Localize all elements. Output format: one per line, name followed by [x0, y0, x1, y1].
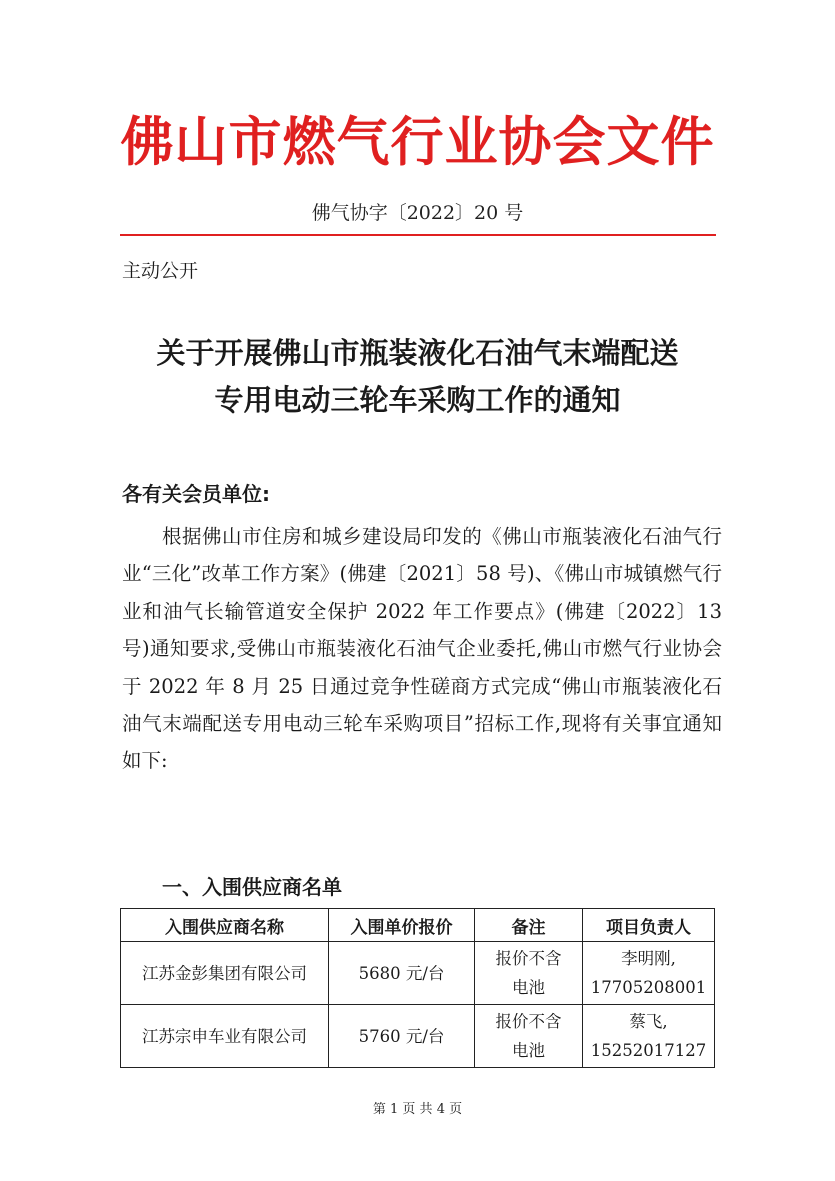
contact-phone: 17705208001	[590, 978, 707, 997]
table-header-row	[121, 909, 715, 942]
cell-price: 5760 元/台	[329, 1005, 475, 1068]
cell-price: 5680 元/台	[329, 942, 475, 1005]
section-heading-shortlisted-suppliers: 一、入围供应商名单	[162, 875, 342, 899]
contact-name: 李明刚,	[621, 949, 676, 968]
cell-supplier: 江苏金彭集团有限公司	[121, 942, 329, 1005]
cell-contact	[583, 942, 715, 1005]
cell-note-line: 电池	[512, 1041, 545, 1060]
header-unit-price: 入围单价报价	[329, 909, 475, 942]
document-number: 佛气协字〔2022〕20 号	[311, 202, 524, 224]
cell-note	[475, 1005, 583, 1068]
red-divider-rule	[120, 234, 716, 236]
notice-title-line-2: 专用电动三轮车采购工作的通知	[214, 383, 621, 417]
body-paragraph: 根据佛山市住房和城乡建设局印发的《佛山市瓶装液化石油气行业“三化”改革工作方案》(佛建〔2021〕58 号)、《佛山市城镇燃气行业和油气长输管道安全保护 2022 年工作要点》(佛建〔2022〕13 号)通知要求,受佛山市瓶装液化石油气企业委托,佛山市燃气行业协会于 2022 年 8 月 25 日通过竞争性磋商方式完成“佛山市瓶装液化石油气末端配送专用电动三轮车采购项目”招标工作,现将有关事宜通知如下:	[122, 525, 722, 773]
cell-note-line: 电池	[512, 978, 545, 997]
cell-note	[475, 942, 583, 1005]
header-contact: 项目负责人	[583, 909, 715, 942]
header-note: 备注	[475, 909, 583, 942]
salutation: 各有关会员单位:	[122, 482, 270, 506]
cell-contact	[583, 1005, 715, 1068]
supplier-table	[120, 908, 715, 1068]
header-supplier-name: 入围供应商名称	[121, 909, 329, 942]
notice-title	[0, 330, 835, 424]
contact-phone: 15252017127	[590, 1041, 707, 1060]
contact-name: 蔡飞,	[629, 1012, 668, 1031]
cell-note-line: 报价不含	[495, 949, 562, 968]
cell-supplier: 江苏宗申车业有限公司	[121, 1005, 329, 1068]
table-row	[121, 942, 715, 1005]
notice-title-line-1: 关于开展佛山市瓶装液化石油气末端配送	[156, 336, 679, 370]
disclosure-label: 主动公开	[122, 260, 199, 282]
page-footer: 第 1 页 共 4 页	[372, 1102, 463, 1117]
masthead-title: 佛山市燃气行业协会文件	[120, 112, 715, 173]
cell-note-line: 报价不含	[495, 1012, 562, 1031]
table-row	[121, 1005, 715, 1068]
